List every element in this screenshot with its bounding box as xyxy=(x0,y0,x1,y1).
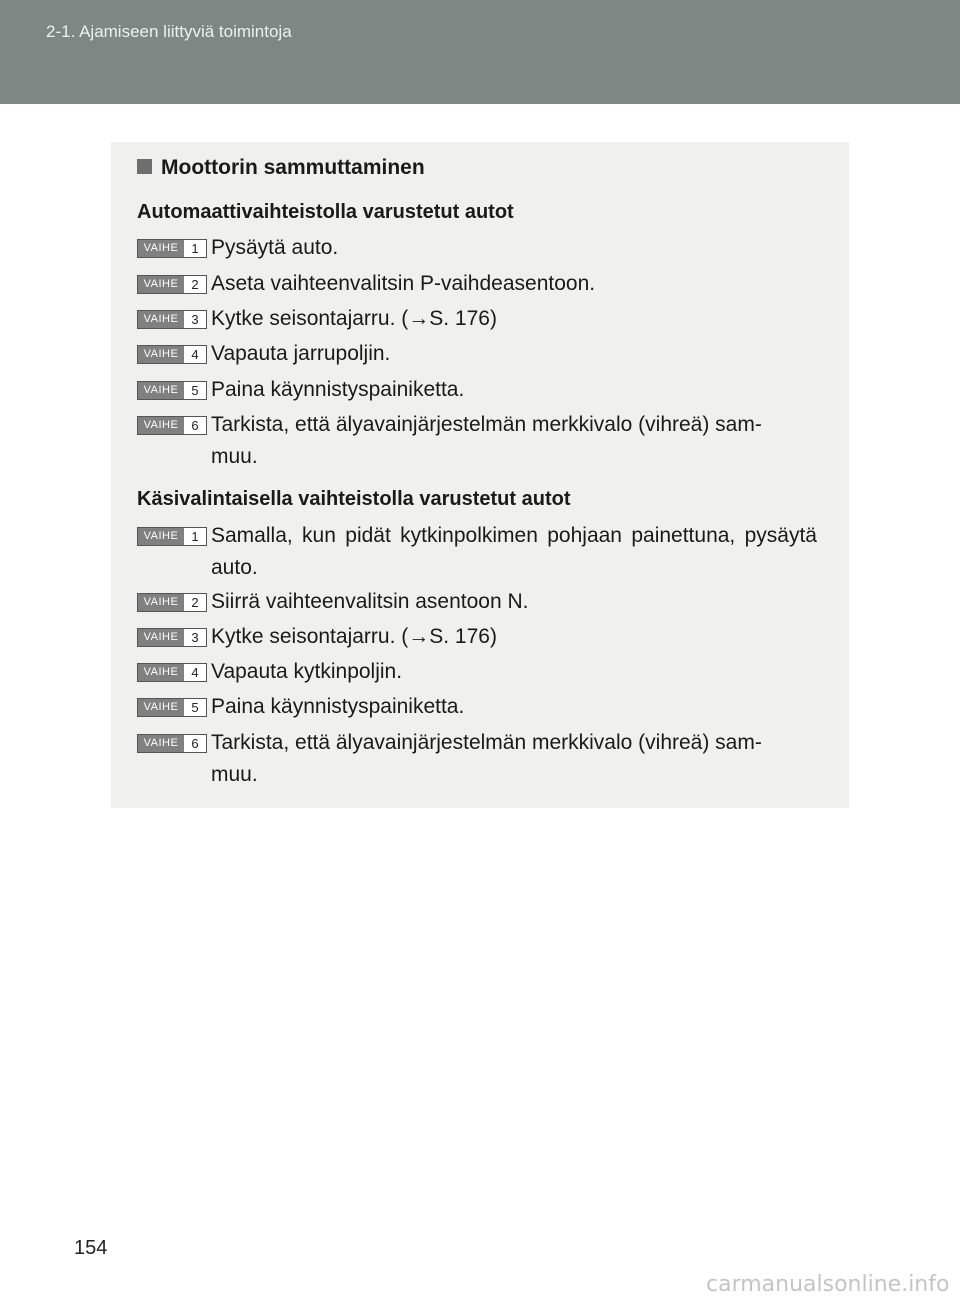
manual-step-5 xyxy=(137,697,817,723)
page-number: 154 xyxy=(74,1237,108,1259)
manual-step-6 xyxy=(137,733,817,791)
manual-heading: Käsivalintaisella vaihteistolla varustetut autot xyxy=(137,488,571,510)
step-badge: VAIHE 4 xyxy=(137,345,207,364)
section-title xyxy=(137,156,425,180)
square-bullet-icon xyxy=(137,159,152,174)
auto-step-2 xyxy=(137,274,817,300)
step-text-wrap: Tarkista, että älyavainjärjestelmän merkkivalo (vihreä) sam- muu. xyxy=(211,413,762,468)
step-text: Tarkista, että älyavainjärjestelmän merkkivalo (vihreä) sam- muu. xyxy=(211,731,762,786)
step-badge: VAIHE 4 xyxy=(137,663,207,682)
step-badge: VAIHE 5 xyxy=(137,381,207,400)
step-badge: VAIHE 1 xyxy=(137,527,207,546)
step-text: Kytke seisontajarru. (→S. 176) xyxy=(211,307,497,330)
section-title-text: Moottorin sammuttaminen xyxy=(161,156,425,179)
step-text: Siirrä vaihteenvalitsin asentoon N. xyxy=(211,590,529,613)
step-badge: VAIHE 2 xyxy=(137,275,207,294)
auto-step-1 xyxy=(137,238,817,264)
step-text: Paina käynnistyspainiketta. xyxy=(211,378,465,401)
step-badge: VAIHE 3 xyxy=(137,310,207,329)
auto-step-5 xyxy=(137,380,817,406)
auto-step-6 xyxy=(137,415,817,473)
step-badge: VAIHE 2 xyxy=(137,593,207,612)
step-badge: VAIHE 3 xyxy=(137,628,207,647)
page-header xyxy=(0,0,960,104)
step-text: Vapauta jarrupoljin. xyxy=(211,342,391,365)
manual-step-4 xyxy=(137,662,817,688)
step-badge: VAIHE 6 xyxy=(137,734,207,753)
chapter-title: 2-1. Ajamiseen liittyviä toimintoja xyxy=(46,22,292,41)
step-text: Pysäytä auto. xyxy=(211,236,339,259)
auto-step-4 xyxy=(137,344,817,370)
step-badge: VAIHE 1 xyxy=(137,239,207,258)
step-badge: VAIHE 6 xyxy=(137,416,207,435)
step-text: Vapauta kytkinpoljin. xyxy=(211,660,403,683)
step-badge: VAIHE 5 xyxy=(137,698,207,717)
manual-step-2 xyxy=(137,592,817,618)
step-text: Kytke seisontajarru. (→S. 176) xyxy=(211,625,497,648)
step-text xyxy=(211,409,817,473)
watermark: carmanualsonline.info xyxy=(706,1272,950,1297)
manual-step-1 xyxy=(137,526,817,584)
step-text: Paina käynnistyspainiketta. xyxy=(211,695,465,718)
step-text: Samalla, kun pidät kytkinpolkimen pohjaan painettuna, pysäytä auto. xyxy=(211,524,817,579)
manual-step-3 xyxy=(137,627,817,653)
auto-step-3 xyxy=(137,309,817,335)
automatic-heading: Automaattivaihteistolla varustetut autot xyxy=(137,201,514,223)
step-text: Aseta vaihteenvalitsin P-vaihdeasentoon. xyxy=(211,272,596,295)
